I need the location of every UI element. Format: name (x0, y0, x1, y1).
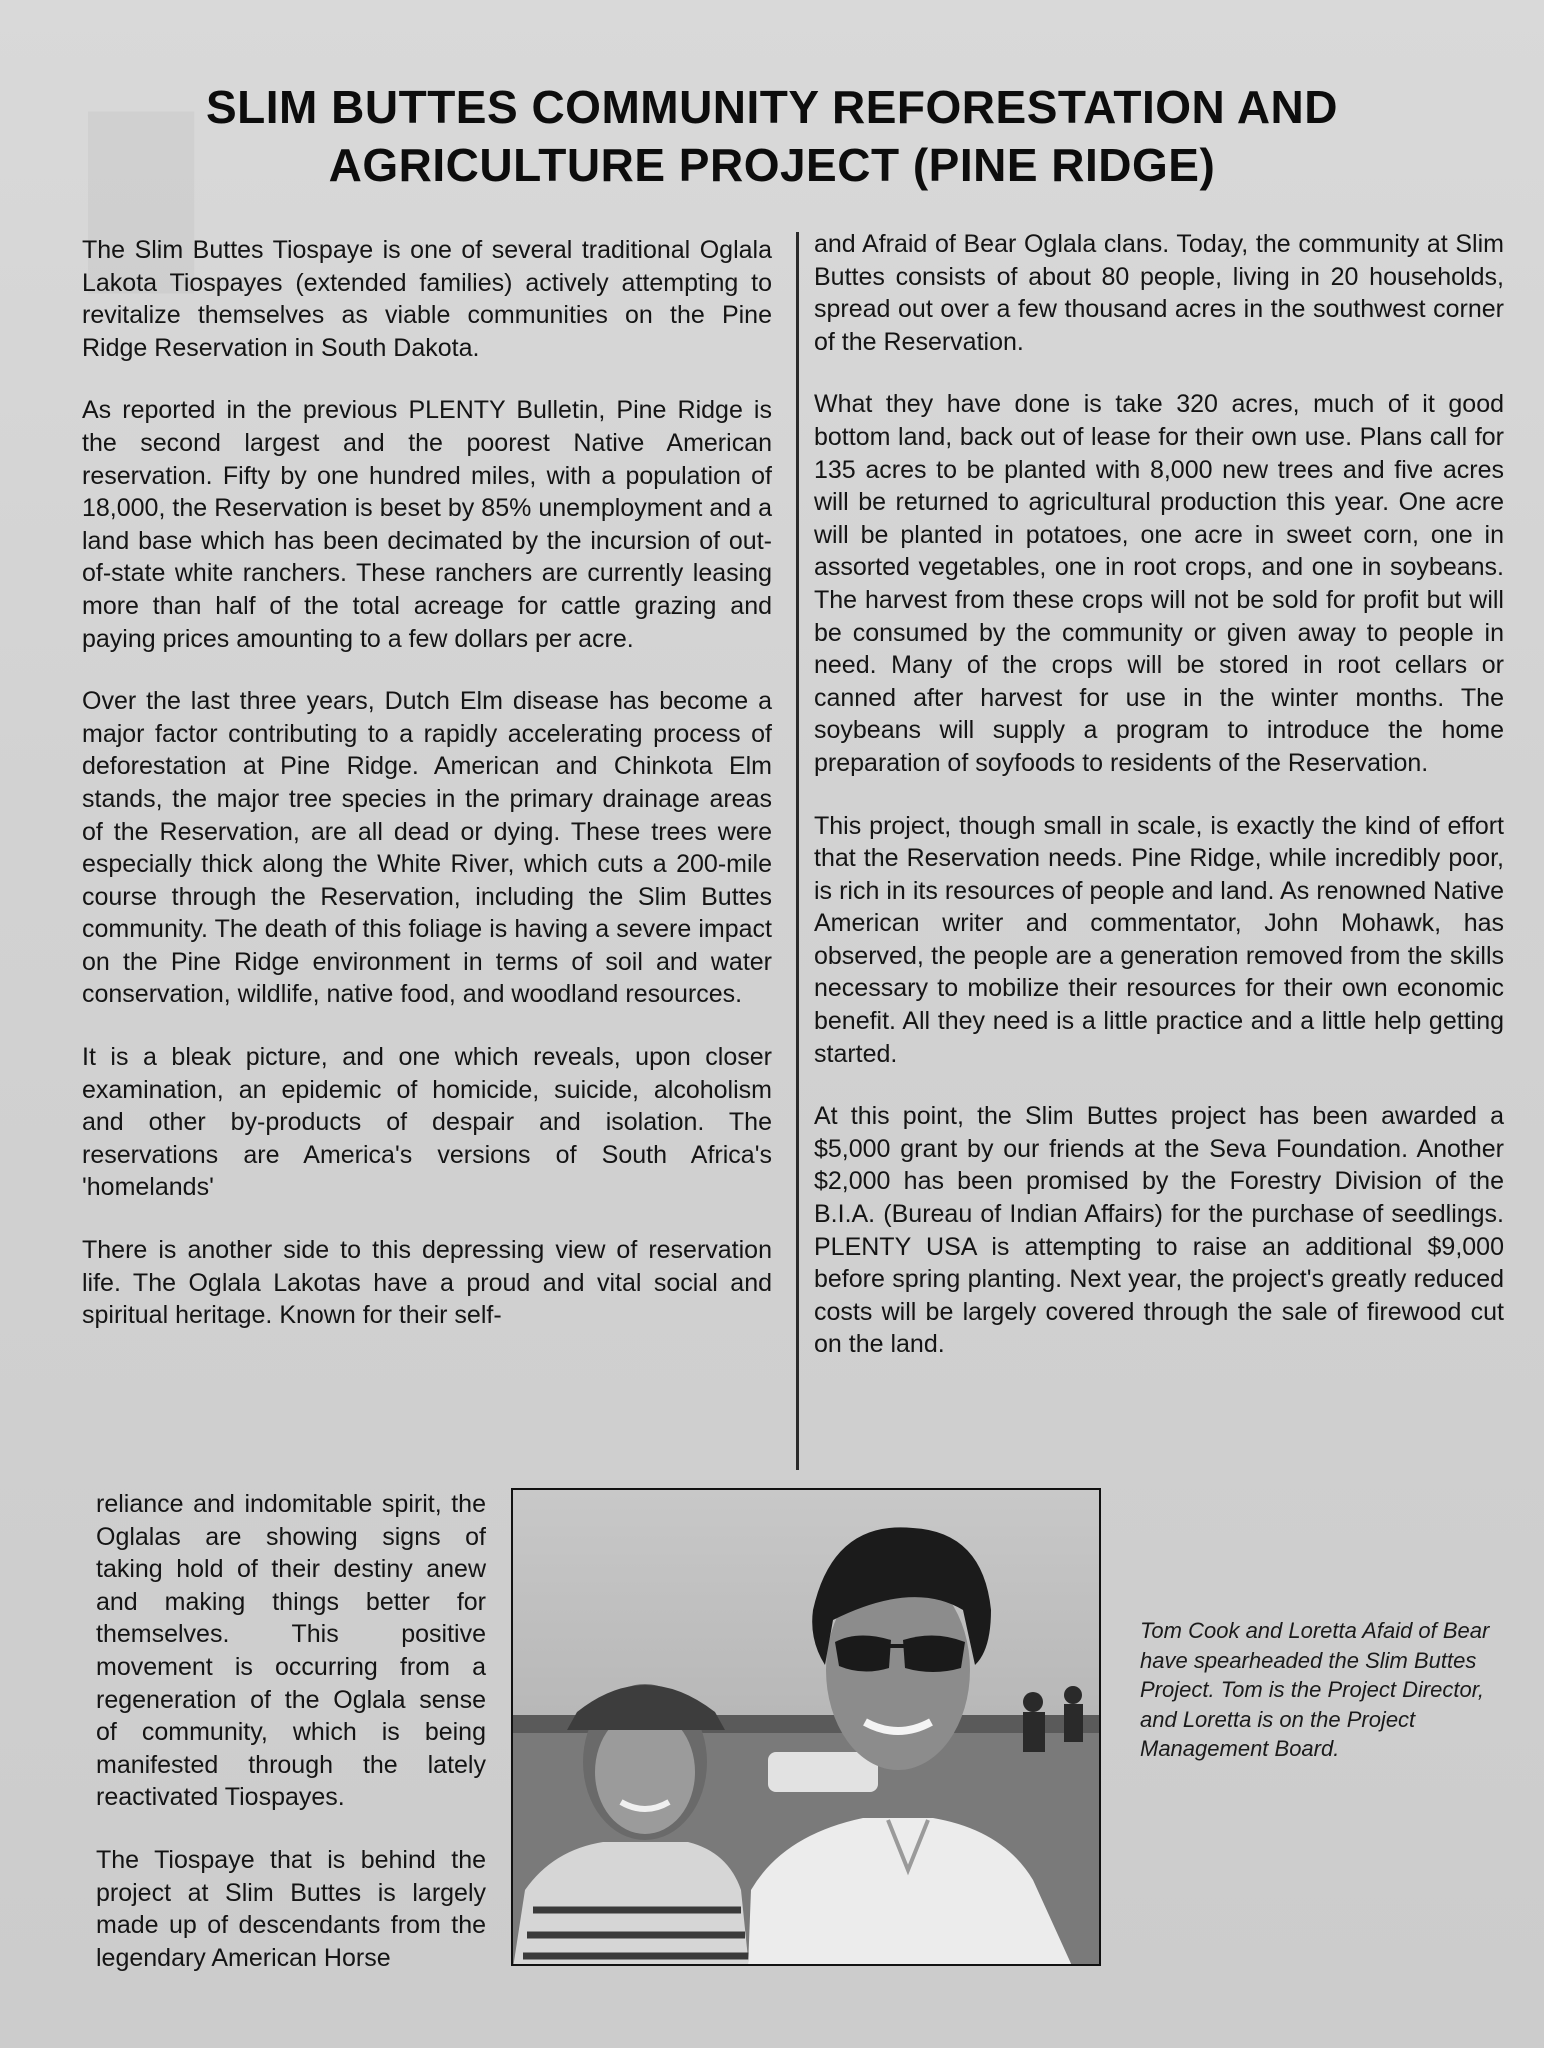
paragraph-tiospaye: The Tiospaye that is behind the project at Slim Buttes is largely made up of descendants from the legendary American Horse (96, 1845, 486, 1972)
column-divider (796, 232, 799, 1470)
title-line-2: AGRICULTURE PROJECT (PINE RIDGE) (328, 139, 1216, 191)
paragraph-small-scale: This project, though small in scale, is exactly the kind of effort that the Reservation needs. Pine Ridge, while incredibly poor, is rich in its resources of people and land. As renowned Native American writer and commentator, John Mohawk, has observed, the people are a generation removed from the skills necessary to mobilize their resources for their own economic benefit. All they need is a little practice and a little help getting started. (814, 811, 1504, 1068)
title-line-1: SLIM BUTTES COMMUNITY REFORESTATION AND (206, 81, 1338, 133)
photo-illustration (513, 1490, 1101, 1966)
show-through-masthead: █ (70, 112, 195, 280)
project-photo (511, 1488, 1101, 1966)
paragraph-bleak-picture: It is a bleak picture, and one which reveals, upon closer examination, an epidemic of homicide, suicide, alcoholism and other by-products of despair and isolation. The reservations are America's versions of South Africa's 'homelands' (82, 1043, 772, 1202)
paragraph-dutch-elm: Over the last three years, Dutch Elm disease has become a major factor contributing to a rapidly accelerating process of deforestation at Pine Ridge. American and Chinkota Elm stands, the major tree species in the primary drainage areas of the Reservation, are all dead or dying. These trees were especially thick along the White River, which cuts a 200-mile course through the Reservation, including the Slim Buttes community. The death of this foliage is having a severe impact on the Pine Ridge environment in terms of soil and water conservation, wildlife, native food, and woodland resources. (82, 687, 772, 1009)
left-column (82, 234, 772, 1332)
article-title (100, 78, 1444, 194)
paragraph-funding: At this point, the Slim Buttes project has been awarded a $5,000 grant by our friends at the Seva Foundation. Another $2,000 has been promised by the Forestry Division of the B.I.A. (Bureau of Indian Affairs) for the purchase of seedlings. PLENTY USA is attempting to raise an additional $9,000 before spring planting. Next year, the project's greatly reduced costs will be largely covered through the sale of firewood cut on the land. (814, 1102, 1504, 1359)
paragraph-pine-ridge: As reported in the previous PLENTY Bulletin, Pine Ridge is the second largest and the poorest Native American reservation. Fifty by one hundred miles, with a population of 18,000, the Reservation is beset by 85% unemployment and a land base which has been decimated by the incursion of out-of-state white ranchers. These ranchers are currently leasing more than half of the total acreage for cattle grazing and paying prices amounting to a few dollars per acre. (82, 396, 772, 653)
paragraph-clans: and Afraid of Bear Oglala clans. Today, the community at Slim Buttes consists of about 80 people, living in 20 households, spread out over a few thousand acres in the southwest corner of the Reservation. (814, 230, 1504, 356)
paragraph-another-side: There is another side to this depressing view of reservation life. The Oglala Lakotas have a proud and vital social and spiritual heritage. Known for their self- (82, 1236, 772, 1330)
paragraph-acres: What they have done is take 320 acres, much of it good bottom land, back out of lease for their own use. Plans call for 135 acres to be planted with 8,000 new trees and five acres will be returned to agricultural production this year. One acre will be planted in potatoes, one acre in sweet corn, one in assorted vegetables, one in root crops, and one in soybeans. The harvest from these crops will not be sold for profit but will be consumed by the community or given away to people in need. Many of the crops will be stored in root cellars or canned after harvest for use in the winter months. The soybeans will supply a program to introduce the home preparation of soyfoods to residents of the Reservation. (814, 390, 1504, 777)
paragraph-intro: The Slim Buttes Tiospaye is one of several traditional Oglala Lakota Tiospayes (extended families) actively attempting to revitalize themselves as viable communities on the Pine Ridge Reservation in South Dakota. (82, 236, 772, 362)
right-column (814, 228, 1504, 1391)
photo-caption: Tom Cook and Loretta Afaid of Bear have spearheaded the Slim Buttes Project. Tom is the Project Director, and Loretta is on the Project Management Board. (1140, 1618, 1490, 1761)
paragraph-reliance: reliance and indomitable spirit, the Oglalas are showing signs of taking hold of their destiny anew and making things better for themselves. This positive movement is occurring from a regeneration of the Oglala sense of community, which is being manifested through the lately reactivated Tiospayes. (96, 1490, 486, 1812)
narrow-column (96, 1488, 486, 1974)
